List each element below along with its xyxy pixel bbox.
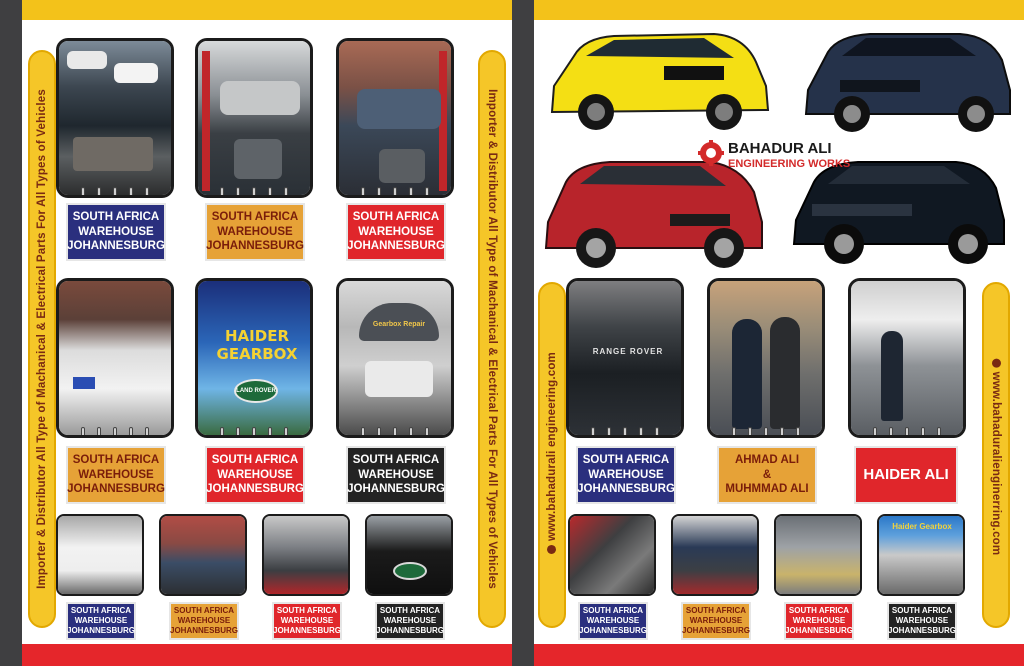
right-page	[534, 0, 1024, 666]
photo-white-discovery	[56, 514, 144, 596]
label-warehouse-15: SOUTH AFRICA WAREHOUSE JOHANNESBURG	[887, 602, 957, 640]
haider-gearbox-shop-sign: Haider Gearbox	[892, 522, 952, 531]
photo-gearbox-collage	[568, 514, 656, 596]
yellow-range-rover-image	[544, 26, 774, 134]
photo-haider-gearbox-shop	[877, 514, 965, 596]
website-text-right: www.bahaduralienginerring.com	[990, 355, 1002, 556]
label-warehouse-12: SOUTH AFRICA WAREHOUSE JOHANNESBURG	[578, 602, 648, 640]
banner-text-right: Importer & Distributor All Type of Machanical & Electrical Parts For All Types of Vehicles	[486, 89, 498, 589]
right-vertical-banner	[478, 50, 506, 628]
land-rover-badge: LAND ROVER	[234, 379, 278, 403]
label-ahmad-muhmmad: AHMAD ALI & MUHMMAD ALI	[717, 446, 817, 504]
bottom-red-band	[22, 644, 512, 666]
label-warehouse-2: SOUTH AFRICA WAREHOUSE JOHANNESBURG	[205, 203, 305, 261]
photo-haider-gearbox-sign	[195, 278, 313, 438]
label-warehouse-13: SOUTH AFRICA WAREHOUSE JOHANNESBURG	[681, 602, 751, 640]
photo-mechanic-workshop	[159, 514, 247, 596]
photo-car-lift-engine	[262, 514, 350, 596]
gear-logo-icon	[698, 140, 724, 166]
brand-subtitle: ENGINEERING WORKS	[728, 158, 851, 170]
label-warehouse-3: SOUTH AFRICA WAREHOUSE JOHANNESBURG	[346, 203, 446, 261]
label-warehouse-14: SOUTH AFRICA WAREHOUSE JOHANNESBURG	[784, 602, 854, 640]
photo-haider-ali	[848, 278, 966, 438]
left-vertical-banner	[28, 50, 56, 628]
gearbox-repair-text: Gearbox Repair	[372, 321, 426, 328]
photo-car-on-lift	[195, 38, 313, 198]
label-warehouse-9: SOUTH AFRICA WAREHOUSE JOHANNESBURG	[272, 602, 342, 640]
website-strip-right	[982, 282, 1010, 628]
website-strip-left	[538, 282, 566, 628]
label-haider-ali: HAIDER ALI	[854, 446, 958, 504]
photo-engine-bay	[671, 514, 759, 596]
dark-discovery-image	[800, 26, 1014, 136]
banner-text-left: Importer & Distributor All Type of Machanical & Electrical Parts For All Types of Vehicles	[36, 89, 48, 589]
brand-name: BAHADUR ALI	[728, 140, 832, 157]
photo-white-evoque	[56, 278, 174, 438]
top-yellow-band-right	[534, 0, 1024, 20]
photo-suv-hood-open	[336, 38, 454, 198]
range-rover-text: RANGE ROVER	[592, 347, 664, 356]
label-warehouse-6: SOUTH AFRICA WAREHOUSE JOHANNESBURG	[346, 446, 446, 504]
label-warehouse-5: SOUTH AFRICA WAREHOUSE JOHANNESBURG	[205, 446, 305, 504]
top-yellow-band	[22, 0, 512, 20]
label-warehouse-4: SOUTH AFRICA WAREHOUSE JOHANNESBURG	[66, 446, 166, 504]
photo-ahmad-muhmmad	[707, 278, 825, 438]
website-text-left: www.bahadurali engineering.com	[546, 352, 558, 558]
label-warehouse-10: SOUTH AFRICA WAREHOUSE JOHANNESBURG	[375, 602, 445, 640]
photo-land-rover-logo	[365, 514, 453, 596]
label-warehouse-11: SOUTH AFRICA WAREHOUSE JOHANNESBURG	[576, 446, 676, 504]
photo-warehouse-cars	[56, 38, 174, 198]
photo-range-rover-front	[566, 278, 684, 438]
photo-gearbox-repair	[336, 278, 454, 438]
label-warehouse-8: SOUTH AFRICA WAREHOUSE JOHANNESBURG	[169, 602, 239, 640]
label-warehouse-7: SOUTH AFRICA WAREHOUSE JOHANNESBURG	[66, 602, 136, 640]
photo-workshop-floor	[774, 514, 862, 596]
haider-gearbox-sign-text: HAIDER GEARBOX	[216, 327, 298, 363]
left-page	[22, 0, 512, 666]
bottom-red-band-right	[534, 644, 1024, 666]
label-warehouse-1: SOUTH AFRICA WAREHOUSE JOHANNESBURG	[66, 203, 166, 261]
